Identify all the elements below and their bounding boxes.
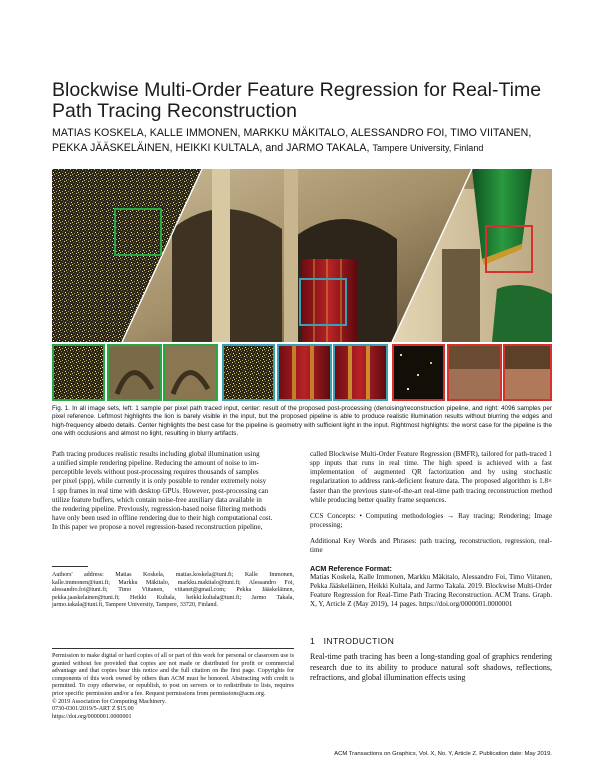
authors-line-2 [52,141,552,156]
abstract-line: 1 spp frames in real time with desktop GPUs. However, post-processing can [52,486,269,495]
abstract-line: the rendering pipeline. Previously, regression-based noise filtering methods [52,504,267,513]
abstract-right [310,450,552,609]
reference-heading: ACM Reference Format: [310,563,392,573]
highlight-thumbnails [52,344,552,401]
abstract-line: perceptible levels without post-processing requires thousands of samples [52,468,259,477]
authors-line-1: MATIAS KOSKELA, KALLE IMMONEN, MARKKU MÄKITALO, ALESSANDRO FOI, TIMO VIITANEN, [52,127,532,139]
reference-text: Matias Koskela, Kalle Immonen, Markku Mäkitalo, Alessandro Foi, Timo Viitanen, Pekka Jääskeläinen, Heikki Kultala, and Jarmo Takala. 2019. Blockwise Multi-Order Feature Regression for Real-Time Path Tracing Reconstruction. ACM Trans. Graph. X, Y, Article Z (May 2019), 14 pages. https://doi.org/0000001.0000001 [310,572,552,609]
issn-line: 0730-0301/2019/5-ART Z $15.00 [52,706,134,713]
ccs-concepts [310,512,552,530]
section-number: 1 [310,636,316,646]
abstract-continued: called Blockwise Multi-Order Feature Regression (BMFR), tailored for path-traced 1 spp inputs that runs in real time. The high speed is achieved with a fast implementation of augmented QR factorization and by using stochastic regularization to address rank-deficient feature data. The proposed algorithm is 1.8× faster than the previous state-of-the-art real-time path tracing reconstruction method while producing better quality frame sequences. [310,450,552,504]
page-footer: ACM Transactions on Graphics, Vol. X, No. Y, Article Z. Publication date: May 2019. [334,751,552,757]
teaser-figure [52,169,552,342]
paper-title: Blockwise Multi-Order Feature Regression for Real-Time Path Tracing Reconstruction [52,79,542,122]
author-list [52,126,552,155]
ccs-text: • Computing methodologies → Ray tracing; Rendering; Image processing; [310,511,552,530]
abstract-line: a unified simple rendering pipeline. Reducing the amount of noise to im- [52,459,259,468]
thumb-group-drape [222,344,387,401]
introduction-text: Real-time path tracing has been a long-standing goal of graphics rendering research due to its ability to produce natural soft shadows, reflections, refractions, and global illumination effects using [310,652,552,682]
permission-text: Permission to make digital or hard copies of all or part of this work for personal or classroom use is granted without fee provided that copies are not made or distributed for profit or commercial advantage and that copies bear this notice and the full citation on the first page. Copyrights for components of this work owned by others than ACM must be honored. Abstracting with credit is permitted. To copy otherwise, or republish, to post on servers or to redistribute to lists, requires prior specific permission and/or a fee. Request permissions from permissions@acm.org. [52,653,294,697]
doi-line: https://doi.org/0000001.0000001 [52,713,132,720]
authors-line-2-text: PEKKA JÄÄSKELÄINEN, HEIKKI KULTALA, and JARMO TAKALA, [52,141,370,154]
figure-caption: Fig. 1. In all image sets, left: 1 sample per pixel path traced input, center: result of the proposed post-processing (denoising/reconstruction pipeline, and right: 4096 samples per pixel reference. Leftmost highlights the lion is barely visible in the input, but the proposed pipeline is able to produce realistic illumination results without blurring the edges and high-frequency albedo details. Center highlights the best case for the pipeline is geometry with sufficient light in the input. Rightmost highlights: the worst case for the pipeline is the one with occlusions and almost no light, resulting in blurry artifacts. [52,405,552,438]
footnote-rule [52,566,88,567]
permission-rule [52,648,294,649]
ccs-label: CCS Concepts: [310,511,356,520]
copyright-line: © 2019 Association for Computing Machinery. [52,698,167,705]
thumb-group-occlusion [392,344,552,401]
keywords: Additional Key Words and Phrases: path tracing, reconstruction, regression, real-time [310,537,552,555]
abstract-line: utilize feature buffers, which contain noise-free auxiliary data available in [52,495,262,504]
authors-address-note: Authors' address: Matias Koskela, matias.koskela@tuni.fi; Kalle Immonen, kalle.immonen@tuni.fi; Markku Mäkitalo, markku.makitalo@tuni.fi; Alessandro Foi, alessandro.foi@tuni.fi; Timo Viitanen, viitanet@gmail.com; Pekka Jääskeläinen, pekka.jaaskelainen@tuni.fi; Heikki Kultala, heikki.kultala@tuni.fi; Jarmo Takala, jarmo.takala@tuni.fi, Tampere University, Tampere, 33720, Finland. [52,572,294,609]
permission-block [52,653,294,721]
abstract-line: per pixel (spp), while currently it is only possible to render extremely noisy [52,477,267,486]
section-title: INTRODUCTION [323,636,395,646]
abstract-line: Path tracing produces realistic results including global illumination using [52,450,260,458]
abstract-line: In this paper we propose a novel regression-based reconstruction pipeline, [52,523,263,532]
abstract-line: have only been used in offline rendering due to their high computational cost. [52,514,273,523]
section-heading-introduction [310,636,394,646]
affiliation: Tampere University, Finland [372,142,484,153]
abstract-left [52,450,294,532]
thumb-group-lion [52,344,217,401]
